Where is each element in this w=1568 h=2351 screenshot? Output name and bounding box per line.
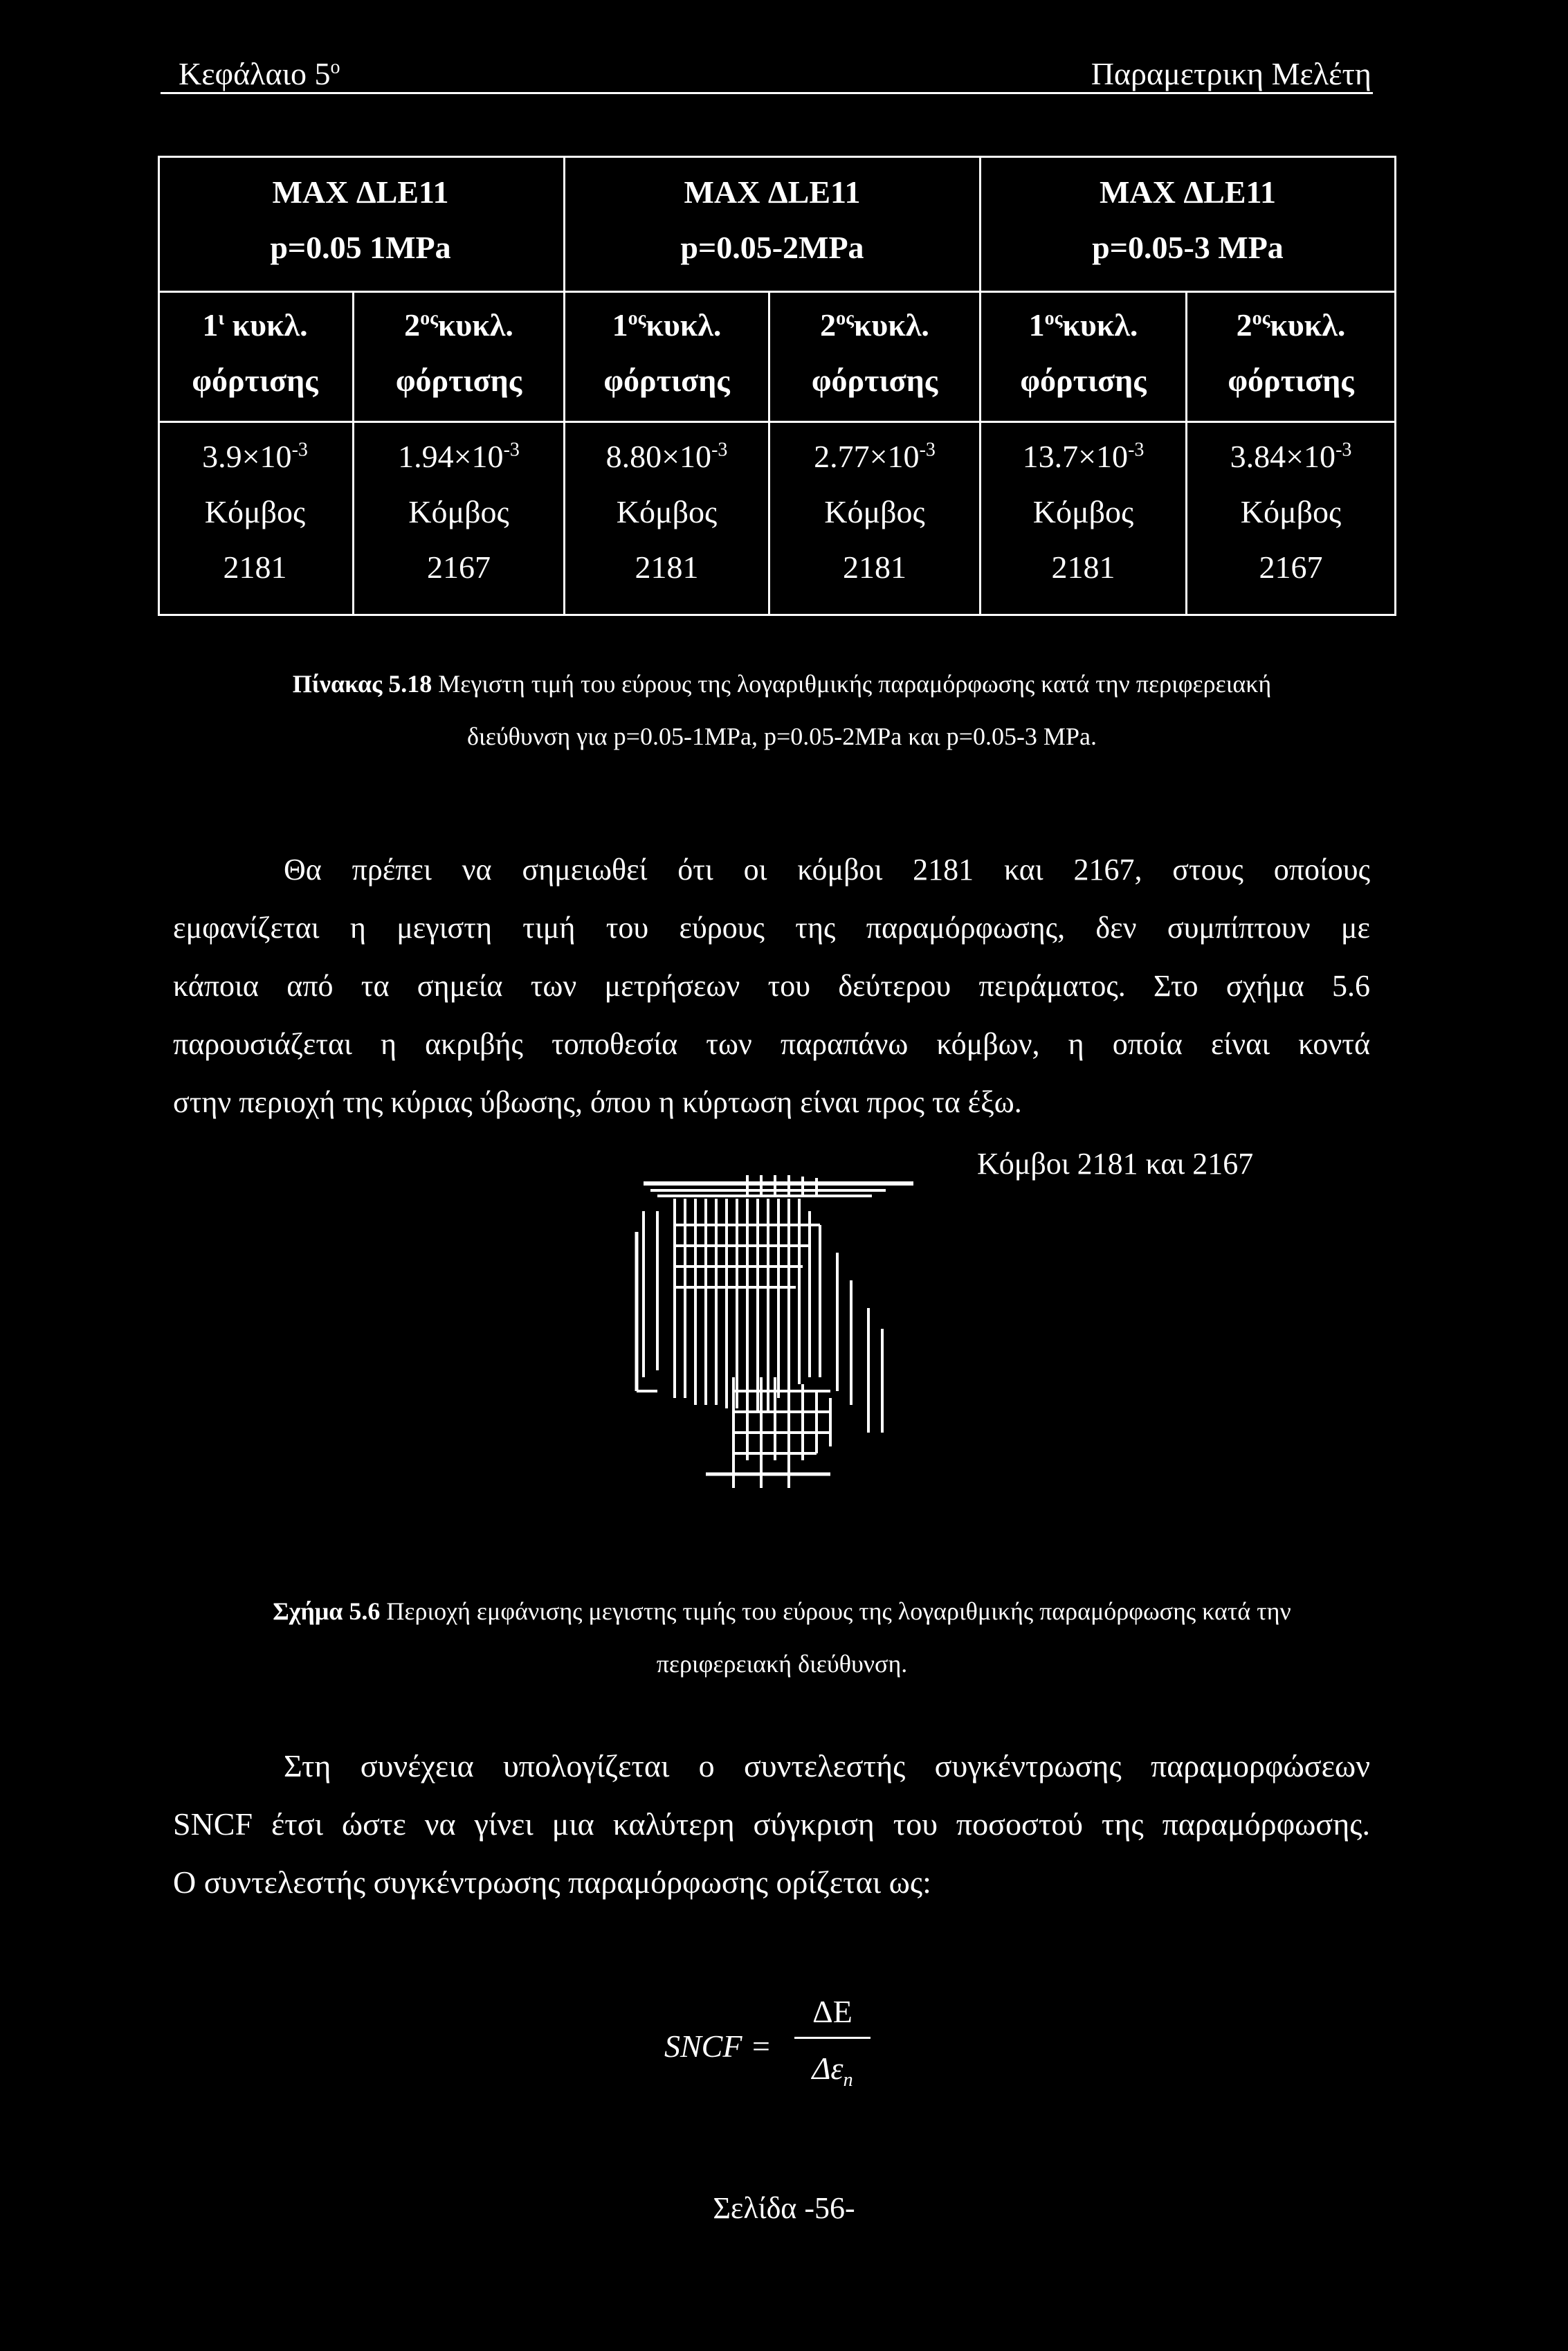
formula-lhs: SNCF =: [664, 2028, 772, 2064]
data-cell-6: $3.84\times 10^{-3}$ Κόμβος 2167: [1230, 439, 1352, 585]
table-rule-subheaders: [158, 421, 1396, 423]
data-cell-3: $8.80\times 10^{-3}$ Κόμβος 2181: [605, 439, 728, 585]
paragraph-1: [173, 841, 1370, 1132]
subheader-5: $1^{o\varsigma}\kappa\upsilon\kappa\lambda$. φόρτισης: [1020, 307, 1147, 398]
paragraph-2: [173, 1737, 1370, 1912]
chapter-header: [179, 55, 340, 92]
mesh-figure: [609, 1170, 934, 1502]
paragraph-1-line: κάποια από τα σημεία των μετρήσεων του δεύτερου πειράματος. Στο σχήμα 5.6: [173, 969, 1370, 1003]
chapter-sup: ο: [330, 56, 340, 78]
subheader-6: $2^{o\varsigma}\kappa\upsilon\kappa\lambda$. φόρτισης: [1228, 307, 1354, 398]
subheader-4: $2^{o\varsigma}\kappa\upsilon\kappa\lambda$. φόρτισης: [811, 307, 938, 398]
table-border-right: [1394, 156, 1396, 616]
table-caption-line2: διεύθυνση για p=0.05-1MPa, p=0.05-2MPa και p=0.05-3 MPa.: [467, 723, 1097, 750]
group-header-1: MAX ΔLE11 p=0.05 1MPa: [270, 174, 451, 265]
formula-denominator: $\Delta\varepsilon_n$: [812, 2051, 853, 2091]
data-cell-5: $13.7\times 10^{-3}$ Κόμβος 2181: [1022, 439, 1145, 585]
paragraph-2-line: Στη συνέχεια υπολογίζεται ο συντελεστής συγκέντρωσης παραμορφώσεων: [284, 1748, 1370, 1783]
table-caption-text: Μεγιστη τιμή του εύρους της λογαριθμικής παραμόρφωσης κατά την περιφερειακή: [432, 670, 1272, 698]
sncf-formula: [664, 1993, 955, 2104]
figure-caption-label: Σχήμα 5.6: [273, 1597, 381, 1625]
paragraph-1-line: παρουσιάζεται η ακριβής τοποθεσία των παραπάνω κόμβων, η οποία είναι κοντά: [173, 1027, 1370, 1061]
subheader-3: $1^{o\varsigma}\kappa\upsilon\kappa\lambda$. φόρτισης: [603, 307, 730, 398]
table-caption-label: Πίνακας 5.18: [292, 670, 432, 698]
header-rule: [161, 92, 1373, 94]
paragraph-1-line: εμφανίζεται η μεγιστη τιμή του εύρους της παραμόρφωσης, δεν συμπίπτουν με: [173, 911, 1370, 945]
group-header-2: MAX ΔLE11 p=0.05-2MPa: [680, 174, 864, 265]
table-rule-groups: [158, 291, 1396, 293]
data-cell-1: $3.9\times 10^{-3}$ Κόμβος 2181: [202, 439, 308, 585]
results-table: [158, 156, 1396, 616]
fraction-bar: [794, 2037, 870, 2039]
paragraph-1-line: στην περιοχή της κύριας ύβωσης, όπου η κύρτωση είναι προς τα έξω.: [173, 1085, 1022, 1119]
paragraph-1-line: Θα πρέπει να σημειωθεί ότι οι κόμβοι 2181 και 2167, στους οποίους: [284, 853, 1370, 887]
data-cell-2: $1.94\times 10^{-3}$ Κόμβος 2167: [398, 439, 520, 585]
paragraph-2-line: SNCF έτσι ώστε να γίνει μια καλύτερη σύγκριση του ποσοστού της παραμόρφωσης.: [173, 1806, 1370, 1842]
formula-numerator: ΔE: [812, 1994, 853, 2029]
paragraph-2-line: Ο συντελεστής συγκέντρωσης παραμόρφωσης ορίζεται ως:: [173, 1864, 931, 1900]
figure-caption-line2: περιφερειακή διεύθυνση.: [656, 1650, 908, 1678]
subheader-2: $2^{o\varsigma}\kappa\upsilon\kappa\lambda$. φόρτισης: [395, 307, 522, 398]
table-rule-top: [158, 156, 1396, 158]
mesh-drawing: [609, 1170, 934, 1502]
subheader-1: $1^\iota$ κυκλ. φόρτισης: [192, 307, 318, 398]
chapter-title: Κεφάλαιο 5: [179, 56, 331, 91]
table-caption: [173, 657, 1391, 763]
page-number: Σελίδα -56-: [713, 2191, 855, 2225]
figure-caption-text: Περιοχή εμφάνισης μεγιστης τιμής του εύρους της λογαριθμικής παραμόρφωσης κατά την: [380, 1597, 1291, 1625]
group-header-3: MAX ΔLE11 p=0.05-3 MPa: [1092, 174, 1284, 265]
data-cell-4: $2.77\times 10^{-3}$ Κόμβος 2181: [814, 439, 936, 585]
figure-caption: [173, 1585, 1391, 1690]
section-header: Παραμετρικη Μελέτη: [1091, 56, 1371, 91]
figure-label: Κόμβοι 2181 και 2167: [977, 1147, 1254, 1181]
table-rule-bottom: [158, 614, 1396, 616]
